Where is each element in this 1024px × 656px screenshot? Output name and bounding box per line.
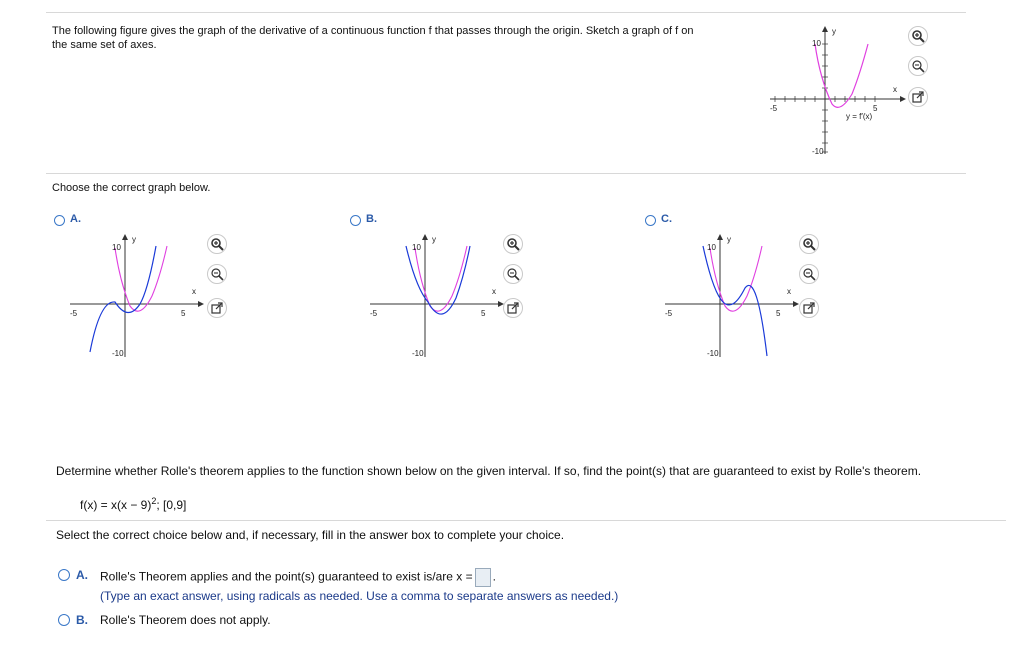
- x-right-label: 5: [181, 309, 186, 318]
- y-axis-label: y: [132, 235, 136, 244]
- zoom-in-icon: [506, 237, 520, 251]
- q2-divider: [46, 520, 1006, 521]
- q2-select-label: Select the correct choice below and, if necessary, fill in the answer box to complete your choice.: [56, 528, 565, 542]
- choice-a-letter: A.: [70, 213, 81, 225]
- y-axis-arrow: [122, 234, 128, 240]
- x-axis-label: x: [787, 287, 791, 296]
- q2-function: [80, 496, 186, 512]
- q1-prompt: [52, 24, 772, 52]
- choose-label: Choose the correct graph below.: [52, 182, 211, 194]
- zoom-out-icon: [210, 267, 224, 281]
- rolle-choice-a-letter: A.: [76, 568, 88, 582]
- y-axis-arrow: [822, 26, 828, 32]
- rolle-choice-b-radio[interactable]: [58, 614, 70, 626]
- answer-input[interactable]: [475, 568, 491, 587]
- zoom-out-icon: [506, 267, 520, 281]
- y-top-label: 10: [412, 243, 421, 252]
- zoom-out-icon: [802, 267, 816, 281]
- popout-button-a[interactable]: [207, 298, 227, 318]
- choice-b-letter: B.: [366, 213, 377, 225]
- function-text-b: ; [0,9]: [156, 498, 187, 512]
- y-axis-arrow: [717, 234, 723, 240]
- y-axis-arrow: [422, 234, 428, 240]
- derivative-graph: [760, 24, 910, 159]
- derivative-curve: [815, 44, 868, 107]
- zoom-out-button-b[interactable]: [503, 264, 523, 284]
- q2-prompt: Determine whether Rolle's theorem applies to the function shown below on the given interval. If so, find the point(s) that are guaranteed to exist by Rolle's theorem.: [56, 464, 922, 478]
- top-divider: [46, 12, 966, 13]
- function-exponent: 2: [151, 496, 157, 506]
- choice-a-radio[interactable]: [54, 215, 65, 226]
- popout-icon: [911, 90, 925, 104]
- y-top-label: 10: [707, 243, 716, 252]
- y-axis-label: y: [432, 235, 436, 244]
- y-top-label: 10: [812, 39, 821, 48]
- zoom-in-icon: [911, 29, 925, 43]
- popout-button-main[interactable]: [908, 87, 928, 107]
- popout-button-b[interactable]: [503, 298, 523, 318]
- x-left-label: -5: [70, 309, 78, 318]
- q1-prompt-line2: the same set of axes.: [52, 39, 157, 51]
- rolle-choice-a: [100, 568, 496, 587]
- choice-c-radio[interactable]: [645, 215, 656, 226]
- y-bottom-label: -10: [412, 349, 424, 358]
- x-axis-label: x: [192, 287, 196, 296]
- y-top-label: 10: [112, 243, 121, 252]
- x-axis-label: x: [893, 85, 897, 94]
- choice-c-graph: [655, 232, 805, 362]
- zoom-out-button-c[interactable]: [799, 264, 819, 284]
- x-right-label: 5: [873, 104, 878, 113]
- rolle-choice-a-radio[interactable]: [58, 569, 70, 581]
- x-axis-label: x: [492, 287, 496, 296]
- zoom-in-button-c[interactable]: [799, 234, 819, 254]
- zoom-out-button-a[interactable]: [207, 264, 227, 284]
- zoom-in-icon: [802, 237, 816, 251]
- zoom-out-button-main[interactable]: [908, 56, 928, 76]
- zoom-in-button-b[interactable]: [503, 234, 523, 254]
- function-text-a: f(x) = x(x − 9): [80, 498, 152, 512]
- rolle-choice-b-text: Rolle's Theorem does not apply.: [100, 613, 271, 627]
- x-right-label: 5: [776, 309, 781, 318]
- zoom-out-icon: [911, 59, 925, 73]
- x-left-label: -5: [665, 309, 673, 318]
- rolle-choice-b-letter: B.: [76, 613, 88, 627]
- x-axis-arrow: [900, 96, 906, 102]
- popout-icon: [506, 301, 520, 315]
- x-left-label: -5: [770, 104, 778, 113]
- derivative-curve: [415, 246, 467, 311]
- x-axis-arrow: [198, 301, 204, 307]
- choice-b-radio[interactable]: [350, 215, 361, 226]
- choice-a-graph: [60, 232, 210, 362]
- curve-label: y = f′(x): [846, 112, 873, 121]
- rolle-choice-a-text: Rolle's Theorem applies and the point(s) guaranteed to exist is/are x =: [100, 569, 473, 584]
- popout-icon: [210, 301, 224, 315]
- rolle-choice-a-hint: (Type an exact answer, using radicals as needed. Use a comma to separate answers as needed.): [100, 589, 619, 603]
- zoom-in-button-a[interactable]: [207, 234, 227, 254]
- rolle-choice-a-period: .: [492, 569, 496, 584]
- popout-icon: [802, 301, 816, 315]
- zoom-in-icon: [210, 237, 224, 251]
- y-axis-label: y: [727, 235, 731, 244]
- x-left-label: -5: [370, 309, 378, 318]
- function-curve: [90, 246, 156, 352]
- y-bottom-label: -10: [112, 349, 124, 358]
- x-right-label: 5: [481, 309, 486, 318]
- zoom-in-button-main[interactable]: [908, 26, 928, 46]
- choice-c-letter: C.: [661, 213, 672, 225]
- q1-divider: [46, 173, 966, 174]
- y-axis-label: y: [832, 27, 836, 36]
- y-bottom-label: -10: [707, 349, 719, 358]
- q1-prompt-line1: The following figure gives the graph of the derivative of a continuous function f that passes through the origin. Sketch a graph of f on: [52, 25, 694, 37]
- popout-button-c[interactable]: [799, 298, 819, 318]
- choice-b-graph: [360, 232, 510, 362]
- y-bottom-label: -10: [812, 147, 824, 156]
